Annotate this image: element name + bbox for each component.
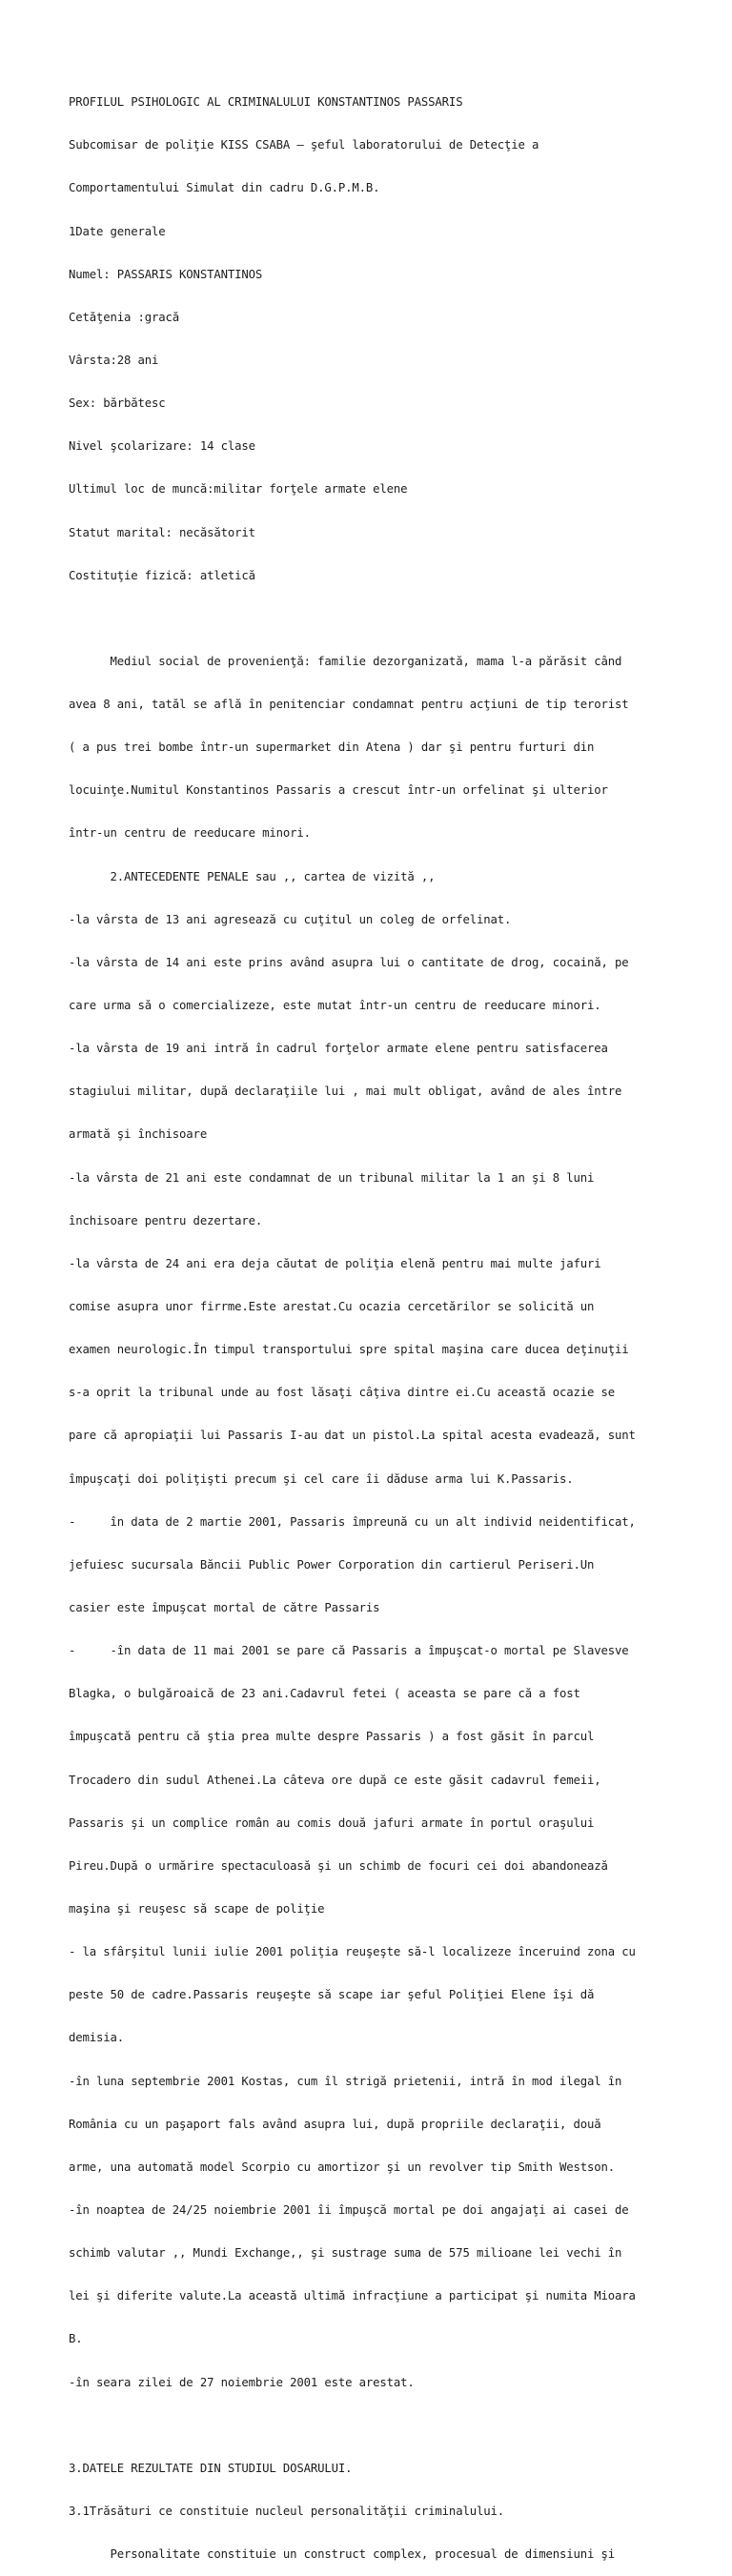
- text-line: stagiului militar, după declaraţiile lui , mai mult obligat, având de ales între: [69, 1085, 622, 1099]
- text-line: -în luna septembrie 2001 Kostas, cum îl strigă prietenii, intră în mod ilegal în: [69, 2074, 622, 2088]
- text-line: Nivel şcolarizare: 14 clase: [69, 439, 255, 454]
- text-line: -la vârsta de 14 ani este prins având asupra lui o cantitate de drog, cocaină, pe: [69, 955, 629, 969]
- text-line: ( a pus trei bombe într-un supermarket din Atena ) dar şi pentru furturi din: [69, 740, 595, 755]
- text-line: - la sfârşitul lunii iulie 2001 poliţia reuşeşte să-l localizeze înceruind zona cu: [69, 1945, 636, 1959]
- text-line: avea 8 ani, tatăl se află în penitenciar condamnat pentru acţiuni de tip terorist: [69, 698, 629, 712]
- text-line: Vârsta:28 ani: [69, 353, 159, 367]
- text-line: arme, una automată model Scorpio cu amortizor şi un revolver tip Smith Westson.: [69, 2160, 616, 2174]
- text-line: lei şi diferite valute.La această ultimă infracţiune a participat şi numita Mioara: [69, 2289, 636, 2303]
- document-body: [69, 67, 717, 2576]
- text-line: Personalitate constituie un construct complex, procesual de dimensiuni şi: [69, 2547, 616, 2562]
- blank-line: [69, 2419, 717, 2433]
- text-line: -la vârsta de 24 ani era deja căutat de poliţia elenă pentru mai multe jafuri: [69, 1256, 601, 1270]
- text-line: Pireu.După o urmărire spectaculoasă şi un schimb de focuri cei doi abandonează: [69, 1858, 608, 1873]
- text-line: Sex: bărbătesc: [69, 396, 166, 411]
- text-line: Costituţie fizică: atletică: [69, 568, 255, 582]
- text-line: -la vârsta de 21 ani este condamnat de un tribunal militar la 1 an şi 8 luni: [69, 1170, 595, 1185]
- section-heading: 3.DATELE REZULTATE DIN STUDIUL DOSARULUI.: [69, 2461, 353, 2475]
- text-line: maşina şi reuşesc să scape de poliţie: [69, 1902, 325, 1916]
- text-line: -la vârsta de 19 ani intră în cadrul forţelor armate elene pentru satisfacerea: [69, 1042, 608, 1056]
- author-line: Subcomisar de poliţie KISS CSABA – şeful laboratorului de Detecţie a: [69, 138, 539, 152]
- text-line: - -în data de 11 mai 2001 se pare că Passaris a împuşcat-o mortal pe Slavesve: [69, 1644, 629, 1658]
- text-line: închisoare pentru dezertare.: [69, 1213, 263, 1227]
- text-line: jefuiesc sucursala Băncii Public Power Corporation din cartierul Periseri.Un: [69, 1557, 595, 1572]
- text-line: peste 50 de cadre.Passaris reuşeşte să scape iar şeful Poliţiei Elene îşi dă: [69, 1988, 595, 2002]
- text-line: România cu un paşaport fals având asupra lui, după propriile declaraţii, două: [69, 2117, 601, 2131]
- section-heading: 1Date generale: [69, 224, 166, 238]
- document-title: PROFILUL PSIHOLOGIC AL CRIMINALULUI KONSTANTINOS PASSARIS: [69, 95, 463, 110]
- text-line: Trocadero din sudul Athenei.La câteva ore după ce este găsit cadavrul femeii,: [69, 1773, 601, 1787]
- text-line: s-a oprit la tribunal unde au fost lăsaţi câţiva dintre ei.Cu această ocazie se: [69, 1386, 616, 1400]
- text-line: locuinţe.Numitul Konstantinos Passaris a crescut într-un orfelinat şi ulterior: [69, 783, 608, 798]
- text-line: Statut marital: necăsătorit: [69, 525, 255, 539]
- text-line: Blagka, o bulgăroaică de 23 ani.Cadavrul fetei ( aceasta se pare că a fost: [69, 1687, 580, 1701]
- author-line: Comportamentului Simulat din cadru D.G.P.M.B.: [69, 181, 380, 195]
- section-heading: 2.ANTECEDENTE PENALE sau ,, cartea de vizită ,,: [69, 869, 436, 883]
- text-line: armată şi închisoare: [69, 1127, 208, 1142]
- text-line: pare că apropiaţii lui Passaris I-au dat un pistol.La spital acesta evadează, sunt: [69, 1429, 636, 1443]
- blank-line: [69, 612, 717, 626]
- text-line: schimb valutar ,, Mundi Exchange,, şi sustrage suma de 575 milioane lei vechi în: [69, 2246, 622, 2261]
- text-line: B.: [69, 2332, 83, 2346]
- text-line: -la vârsta de 13 ani agresează cu cuţitul un coleg de orfelinat.: [69, 912, 512, 926]
- text-line: comise asupra unor firrme.Este arestat.Cu ocazia cercetărilor se solicită un: [69, 1300, 595, 1314]
- text-line: împuşcaţi doi poliţişti precum şi cel care îi dăduse arma lui K.Passaris.: [69, 1471, 574, 1486]
- text-line: - în data de 2 martie 2001, Passaris împreună cu un alt individ neidentificat,: [69, 1514, 636, 1529]
- text-line: casier este împuşcat mortal de către Passaris: [69, 1601, 380, 1615]
- text-line: demisia.: [69, 2031, 125, 2045]
- text-line: -în seara zilei de 27 noiembrie 2001 este arestat.: [69, 2375, 415, 2389]
- text-line: Mediul social de provenienţă: familie dezorganizată, mama l-a părăsit când: [69, 654, 622, 668]
- text-line: Passaris şi un complice român au comis două jafuri armate în portul oraşului: [69, 1815, 595, 1830]
- text-line: Ultimul loc de muncă:militar forţele armate elene: [69, 482, 408, 497]
- text-line: Numel: PASSARIS KONSTANTINOS: [69, 267, 263, 281]
- subsection-heading: 3.1Trăsături ce constituie nucleul personalităţii criminalului.: [69, 2504, 504, 2518]
- text-line: împuşcată pentru că ştia prea multe despre Passaris ) a fost găsit în parcul: [69, 1730, 595, 1744]
- text-line: -în noaptea de 24/25 noiembrie 2001 îi împuşcă mortal pe doi angajaţi ai casei de: [69, 2202, 629, 2217]
- text-line: care urma să o comercializeze, este mutat într-un centru de reeducare minori.: [69, 999, 601, 1013]
- text-line: Cetăţenia :gracă: [69, 310, 180, 324]
- text-line: examen neurologic.În timpul transportului spre spital maşina care ducea deţinuţii: [69, 1343, 629, 1357]
- text-line: într-un centru de reeducare minori.: [69, 826, 311, 841]
